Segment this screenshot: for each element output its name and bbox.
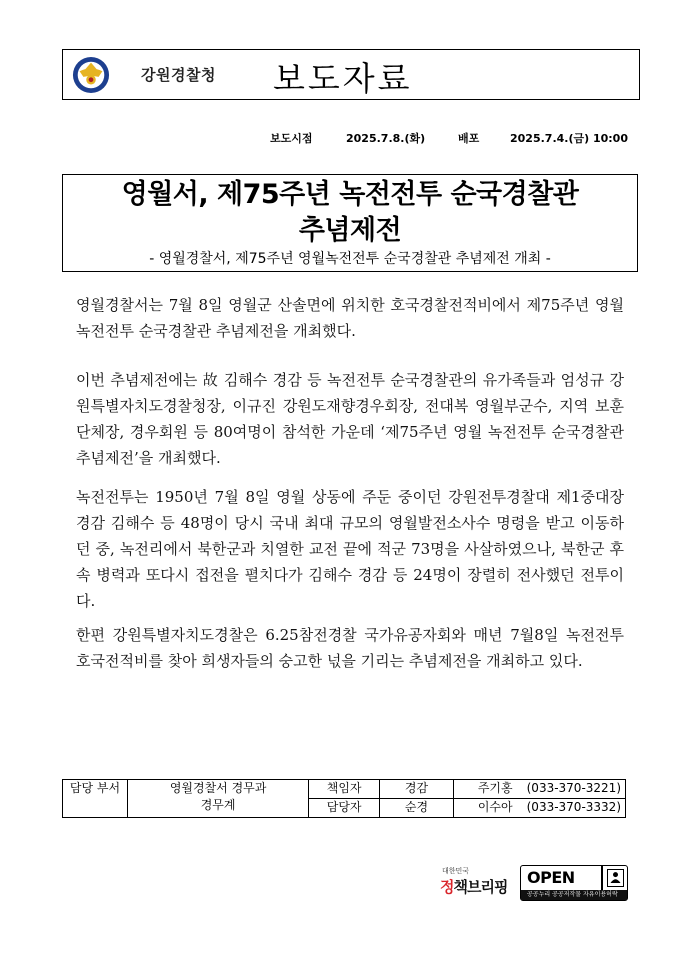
document-type-title: 보도자료 xyxy=(273,59,413,98)
footer-logos xyxy=(436,862,636,902)
distribution-date: 2025.7.4.(금) 10:00 xyxy=(510,132,628,145)
briefing-name: 정책브리핑 xyxy=(440,878,508,896)
body-paragraph-3: 녹전전투는 1950년 7월 8일 영월 상동에 주둔 중이던 강원전투경찰대 제1중대장 경감 김해수 등 48명이 당시 국내 최대 규모의 영월발전소사수 명령을 받고 이동하던 중, 녹전리에서 북한군과 치열한 교전 끝에 적군 73명을 사살하였으나, 북한군 후속 병력과 또다시 접전을 펼치다가 김해수 경감 등 24명이 장렬히 전사했던 전투이다. xyxy=(76,488,624,610)
headline-line-2: 추념제전 xyxy=(298,215,402,246)
contact-table xyxy=(62,779,626,818)
dept-line-1: 영월경찰서 경무과 xyxy=(169,781,267,795)
dept-line-2: 경무계 xyxy=(200,798,236,812)
headline-box xyxy=(62,174,638,272)
headline-line-1: 영월서, 제75주년 녹전전투 순국경찰관 xyxy=(121,179,579,210)
kogl-bar-text: 공공누리 공공저작물 자유이용허락 xyxy=(521,890,627,900)
kogl-open-badge xyxy=(520,865,628,901)
briefing-country: 대한민국 xyxy=(442,867,470,875)
body-paragraph-4: 한편 강원특별자치도경찰은 6.25참전경찰 국가유공자회와 매년 7월8일 녹전전투 호국전적비를 찾아 희생자들의 숭고한 넋을 기리는 추념제전을 개최하고 있다. xyxy=(76,626,624,670)
role: 책임자 xyxy=(309,780,380,799)
policy-briefing-logo xyxy=(436,862,514,902)
person-name: 주기홍 xyxy=(477,781,513,795)
header-box xyxy=(62,49,640,100)
contact-person xyxy=(453,780,625,799)
distribution-label: 배포 xyxy=(458,132,480,145)
open-label: OPEN xyxy=(527,868,575,887)
body-paragraph-2: 이번 추념제전에는 故 김해수 경감 등 녹전전투 순국경찰관의 유가족들과 엄성규 강원특별자치도경찰청장, 이규진 강원도재향경우회장, 전대복 영월부군수, 지역 보훈단체장, 경우회원 등 80여명이 참석한 가운데 ‘제75주년 영월 녹전전투 순국경찰관 추념제전’을 개최했다. xyxy=(76,371,624,467)
body-paragraph-1: 영월경찰서는 7월 8일 영월군 산솔면에 위치한 호국경찰전적비에서 제75주년 영월 녹전전투 순국경찰관 추념제전을 개최했다. xyxy=(76,296,624,340)
agency-name: 강원경찰청 xyxy=(141,66,216,84)
embargo-date: 2025.7.8.(화) xyxy=(346,132,426,145)
attribution-person-icon xyxy=(607,869,624,887)
person-name: 이수아 xyxy=(477,800,513,814)
police-emblem-icon xyxy=(72,56,110,94)
phone-number: (033-370-3221) xyxy=(526,781,621,795)
badge-divider xyxy=(601,866,603,890)
dept-label: 담당 부서 xyxy=(63,780,128,818)
subheadline: - 영월경찰서, 제75주년 영월녹전전투 순국경찰관 추념제전 개최 - xyxy=(149,251,551,267)
rank: 경감 xyxy=(380,780,454,799)
role: 담당자 xyxy=(309,799,380,818)
rank: 순경 xyxy=(380,799,454,818)
embargo-label: 보도시점 xyxy=(270,132,313,145)
table-row xyxy=(63,780,626,799)
phone-number: (033-370-3332) xyxy=(526,800,621,814)
contact-person xyxy=(453,799,625,818)
dept-name xyxy=(127,780,308,818)
